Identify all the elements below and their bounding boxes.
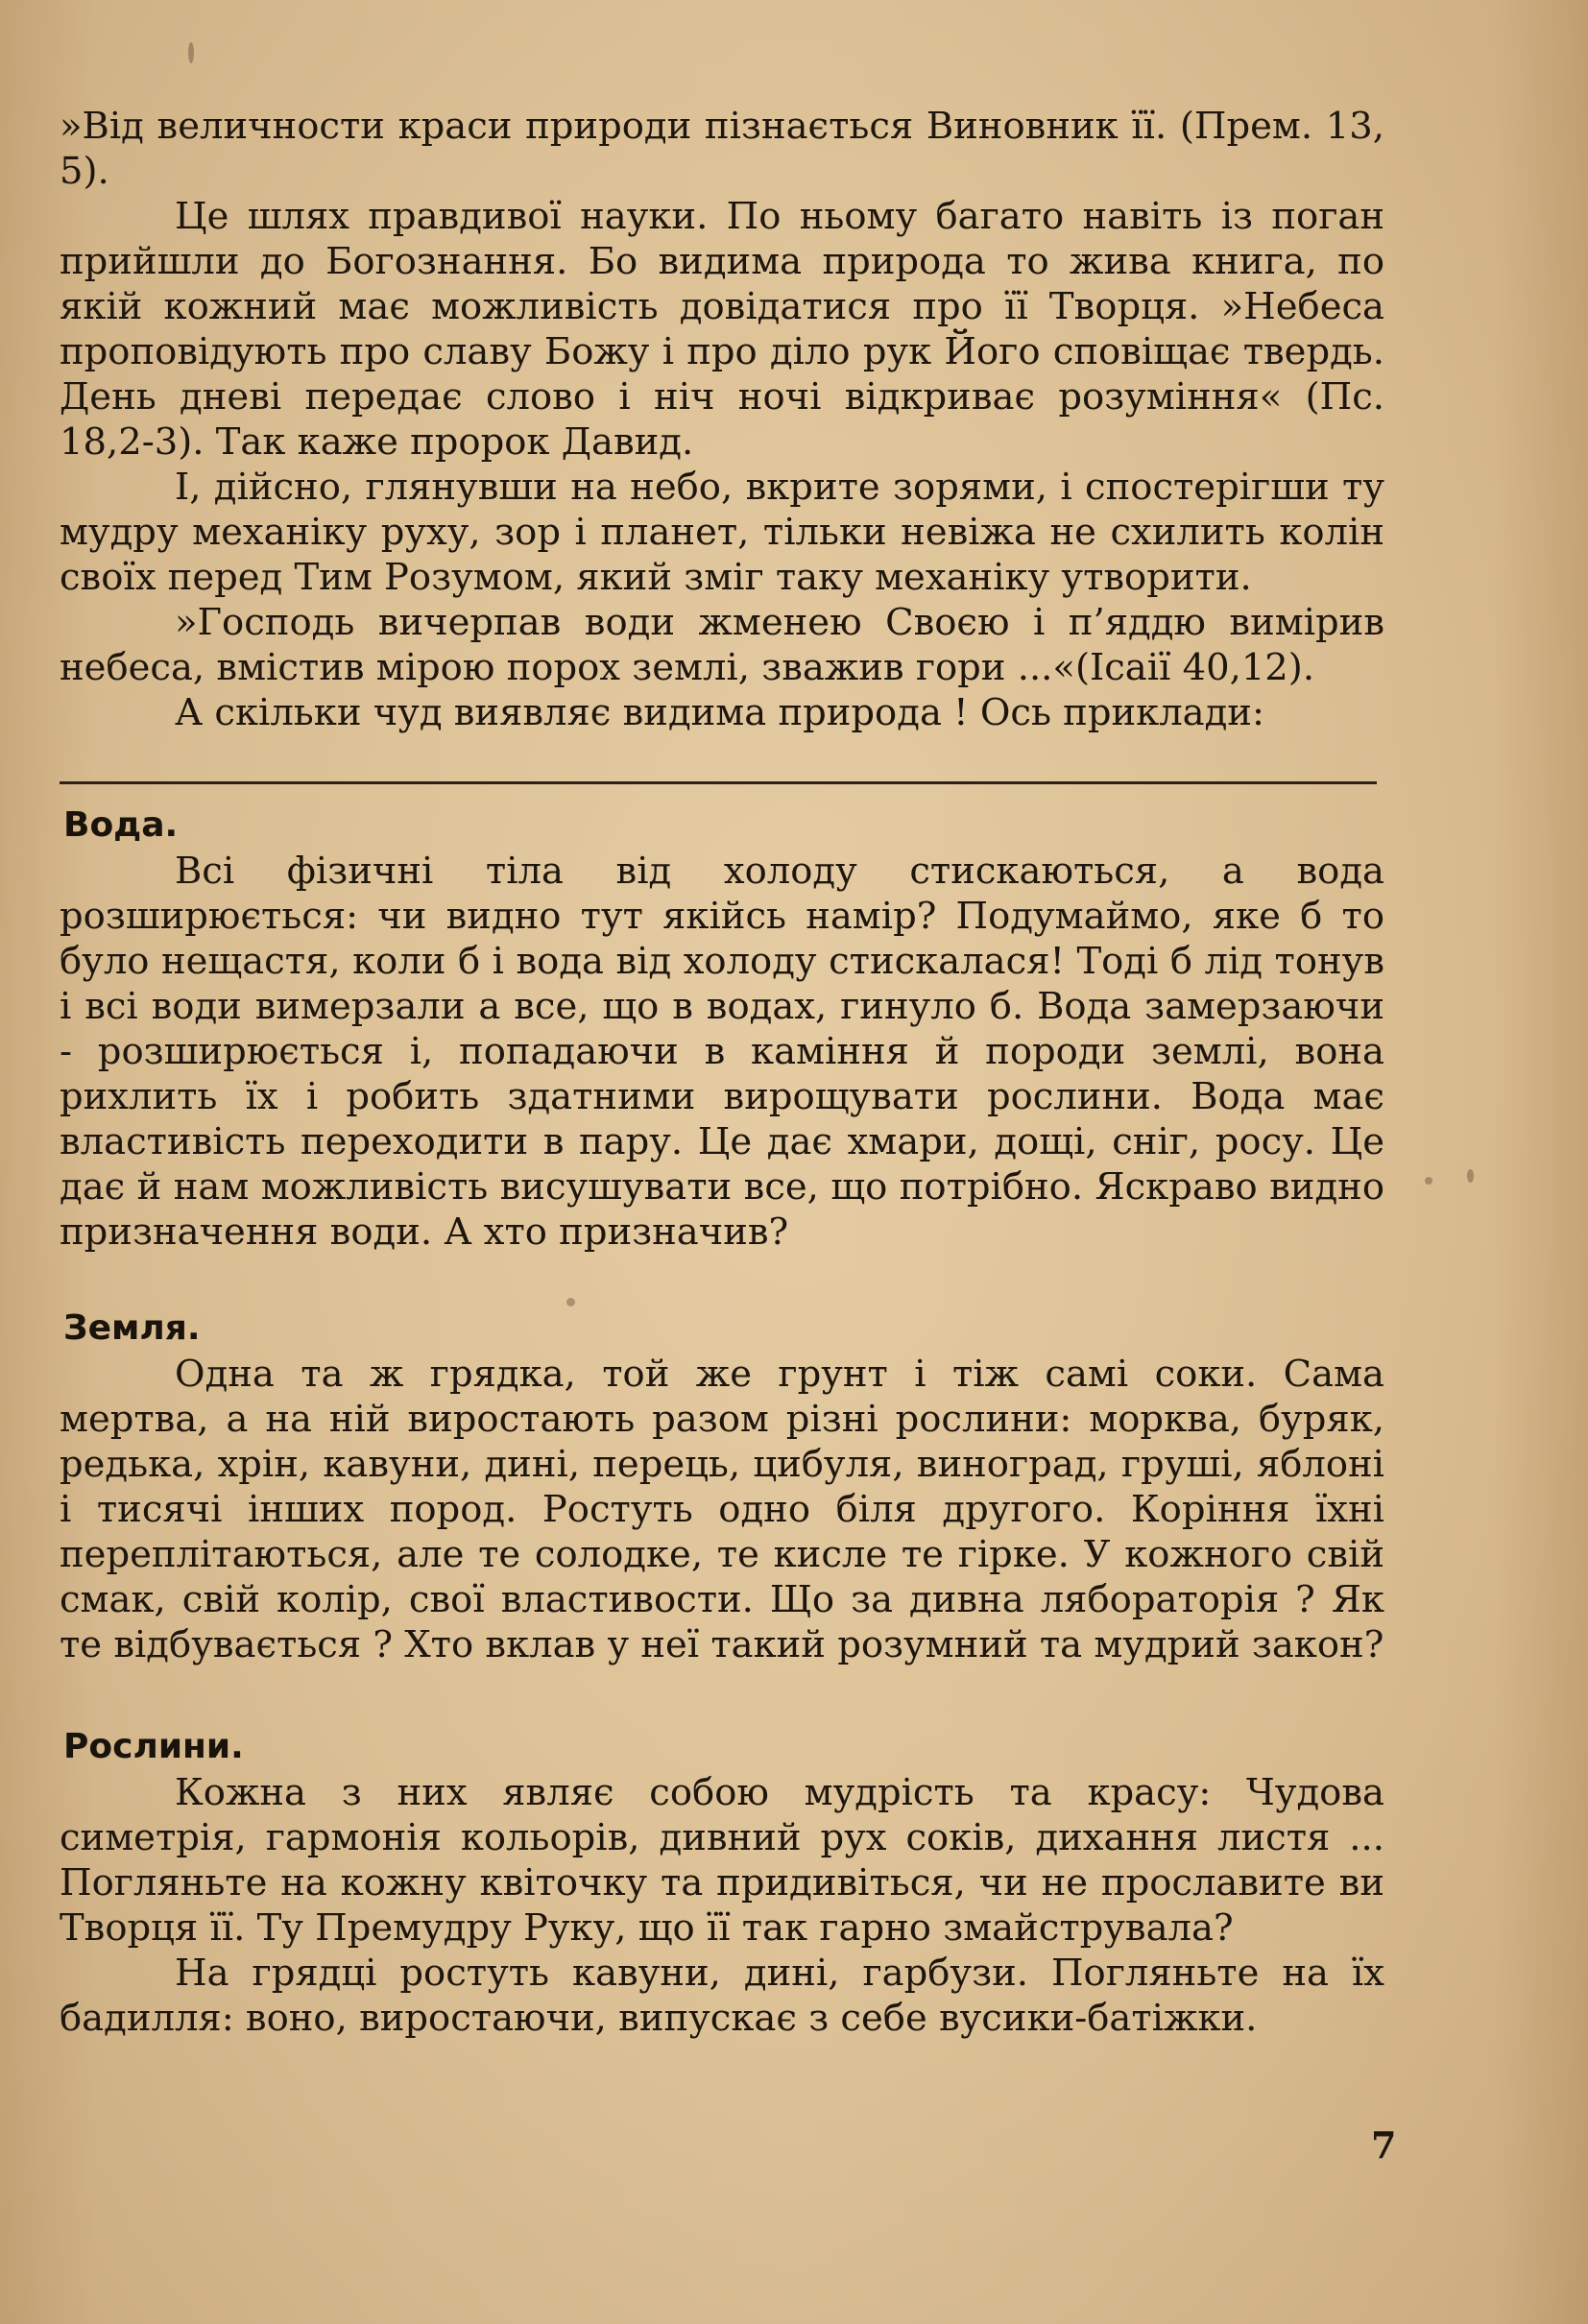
intro-paragraph: І, дійсно, глянувши на небо, вкрите зорями, і спостерігши ту мудру механіку руху, зор і планет, тільки невіжа не схилить колін своїх перед Тим Розумом, який зміг таку механіку утворити. xyxy=(60,466,1384,599)
page-number: 7 xyxy=(1371,2123,1397,2167)
intro-paragraph: Це шлях правдивої науки. По ньому багато навіть із поган прийшли до Богознання. Бо видима природа то жива книга, по якій кожний має можливість довідатися про її Творця. »Небеса проповідують про славу Божу і про діло рук Його сповіщає твердь. День дневі передає слово і ніч ночі відкриває розуміння« (Пс. 18,2-3). Так каже пророк Давид. xyxy=(60,195,1384,464)
section-heading: Рослини. xyxy=(63,1727,244,1766)
section-roslyny xyxy=(60,1726,1384,2041)
section-paragraph: Одна та ж грядка, той же грунт і тіж самі соки. Сама мертва, а на ній виростають разом різні рослини: морква, буряк, редька, хрін, кавуни, дині, перець, цибуля, виноград, груші, яблоні і тисячі інших пород. Ростуть одно біля другого. Коріння їхні переплітаються, але те солодке, те кисле те гірке. У кожного свій смак, свій колір, свої властивости. Що за дивна ляборaторія ? Як те відбувається ? Хто вклав у неї такий розумний та мудрий закон? xyxy=(60,1353,1384,1666)
section-heading: Земля. xyxy=(63,1308,201,1348)
section-text xyxy=(60,1770,1384,2041)
intro-paragraph: »Від величности краси природи пізнається Виновник її. (Прем. 13, 5). xyxy=(60,105,1384,193)
section-text xyxy=(60,1352,1384,1667)
section-text xyxy=(60,849,1384,1255)
page-stain xyxy=(188,42,194,63)
intro-paragraph: А скільки чуд виявляє видима природа ! Ось приклади: xyxy=(175,691,1264,734)
section-paragraph: Кожна з них являє собою мудрість та красу: Чудова симетрія, гармонія кольорів, дивний рух соків, дихання листя ... Погляньте на кожну квіточку та придивіться, чи не прославите ви Творця її. Ту Премудру Руку, що її так гарно змайструвала? xyxy=(60,1771,1384,1950)
page-stain xyxy=(566,1298,575,1306)
section-voda xyxy=(60,804,1384,1255)
section-divider xyxy=(60,781,1377,784)
intro-paragraph: »Господь вичерпав води жменею Своєю і п’яддю вимірив небеса, вмістив мірою порох землі, зважив гори ...«(Ісаії 40,12). xyxy=(60,601,1384,689)
section-paragraph: На грядці ростуть кавуни, дині, гарбузи. Погляньте на їх бадилля: воно, виростаючи, випускає з себе вусики-батіжки. xyxy=(60,1952,1384,2040)
section-paragraph: Всі фізичні тіла від холоду стискаються, а вода розширюється: чи видно тут якійсь намір? Подумаймо, яке б то було нещастя, коли б і вода від холоду стискалася! Тоді б лід тонув і всі води вимерзали а все, що в водах, гинуло б. Вода замерзаючи - розширюється і, попадаючи в каміння й породи землі, вона рихлить їх і робить здатними вирощувати рослини. Вода має властивість переходити в пару. Це дає хмари, дощі, сніг, росу. Це дає й нам можливість висушувати все, що потрібно. Яскраво видно призначення води. А хто призначив? xyxy=(60,850,1384,1254)
section-zemlia xyxy=(60,1307,1384,1667)
section-heading: Вода. xyxy=(63,805,179,845)
page-stain xyxy=(1425,1177,1432,1185)
intro-text xyxy=(60,104,1384,735)
page-stain xyxy=(1467,1169,1474,1183)
